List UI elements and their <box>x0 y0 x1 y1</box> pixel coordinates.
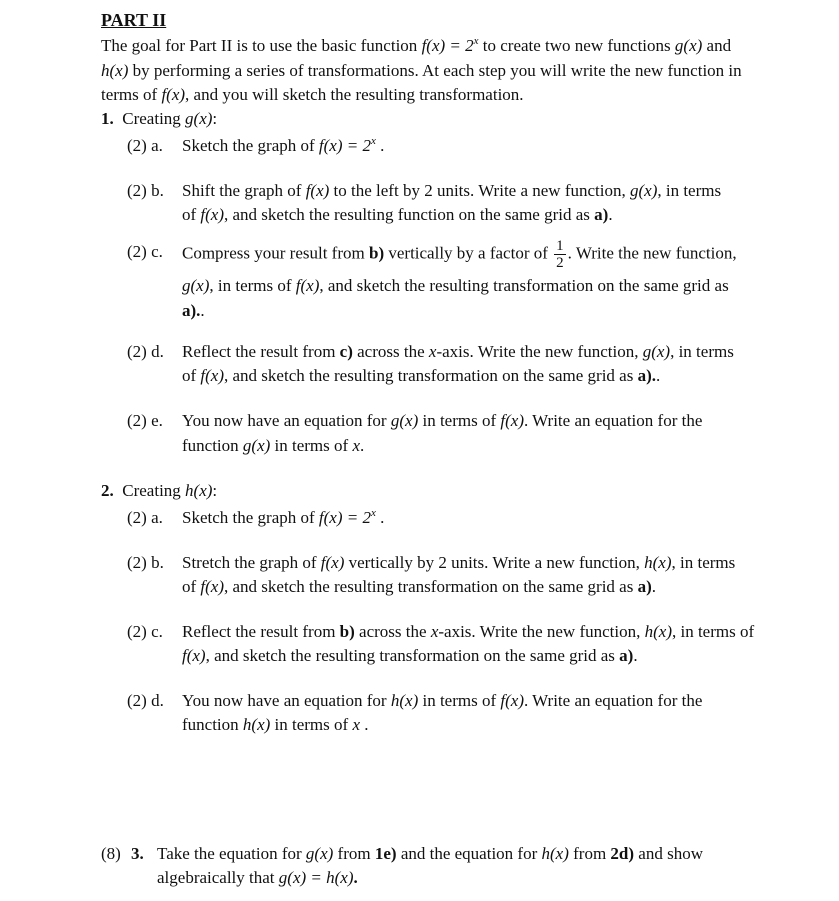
q1b-line-2: of f(x), and sketch the resulting function on the same grid as a). <box>182 205 613 224</box>
q3-line-1: Take the equation for g(x) from 1e) and the equation for h(x) from 2d) and show <box>157 844 703 863</box>
q2d-points: (2) d. <box>127 691 164 710</box>
q1a-points: (2) a. <box>127 136 163 155</box>
q2d-line-2: function h(x) in terms of x . <box>182 715 369 734</box>
question-1-heading: 1. Creating g(x): <box>101 109 218 128</box>
q1b-points: (2) b. <box>127 181 164 200</box>
q1c-line-1: Compress your result from b) vertically by a factor of $\frac{1}{2}$ . Write the new function, <box>182 238 737 271</box>
q2c-line-1: Reflect the result from b) across the x-axis. Write the new function, h(x), in terms of <box>182 622 755 641</box>
q3-points: (8) <box>101 844 121 863</box>
intro-line-3: terms of f(x), and you will sketch the resulting transformation. <box>101 85 524 104</box>
q1b-line-1: Shift the graph of f(x) to the left by 2 units. Write a new function, g(x), in terms <box>182 181 722 200</box>
q2c-points: (2) c. <box>127 622 163 641</box>
q2c-line-2: f(x), and sketch the resulting transformation on the same grid as a). <box>182 646 638 665</box>
q1e-line-2: function g(x) in terms of x. <box>182 436 365 455</box>
question-2-heading: 2. Creating h(x): <box>101 481 218 500</box>
intro-line-2: h(x) by performing a series of transformations. At each step you will write the new function in <box>101 61 742 80</box>
q1c-line-3: a).. <box>182 301 205 320</box>
q2b-line-2: of f(x), and sketch the resulting transformation on the same grid as a). <box>182 577 656 596</box>
q1e-points: (2) e. <box>127 411 163 430</box>
q2b-line-1: Stretch the graph of f(x) vertically by 2 units. Write a new function, h(x), in terms <box>182 553 736 572</box>
q3-number: 3. <box>131 844 144 863</box>
q1a-text: Sketch the graph of $f(x) = 2^x$ . <box>182 135 385 155</box>
one-half-fraction: $\frac{1}{2}$ <box>556 238 564 271</box>
q2a-points: (2) a. <box>127 508 163 527</box>
q1d-line-1: Reflect the result from c) across the x-axis. Write the new function, g(x), in terms <box>182 342 734 361</box>
q3-line-2: algebraically that g(x) = h(x). <box>157 868 358 887</box>
q1e-line-1: You now have an equation for g(x) in terms of f(x). Write an equation for the <box>182 411 703 430</box>
q1d-points: (2) d. <box>127 342 164 361</box>
q1d-line-2: of f(x), and sketch the resulting transformation on the same grid as a).. <box>182 366 661 385</box>
page-title: PART II <box>101 10 167 30</box>
q2b-points: (2) b. <box>127 553 164 572</box>
q2d-line-1: You now have an equation for h(x) in terms of f(x). Write an equation for the <box>182 691 703 710</box>
q1c-points: (2) c. <box>127 242 163 261</box>
q1c-line-2: g(x), in terms of f(x), and sketch the resulting transformation on the same grid as <box>182 276 729 295</box>
q2a-text: Sketch the graph of $f(x) = 2^x$ . <box>182 507 385 527</box>
intro-line-1: The goal for Part II is to use the basic function $f(x) = 2^x$ to create two new functions g(x) and <box>101 35 732 55</box>
